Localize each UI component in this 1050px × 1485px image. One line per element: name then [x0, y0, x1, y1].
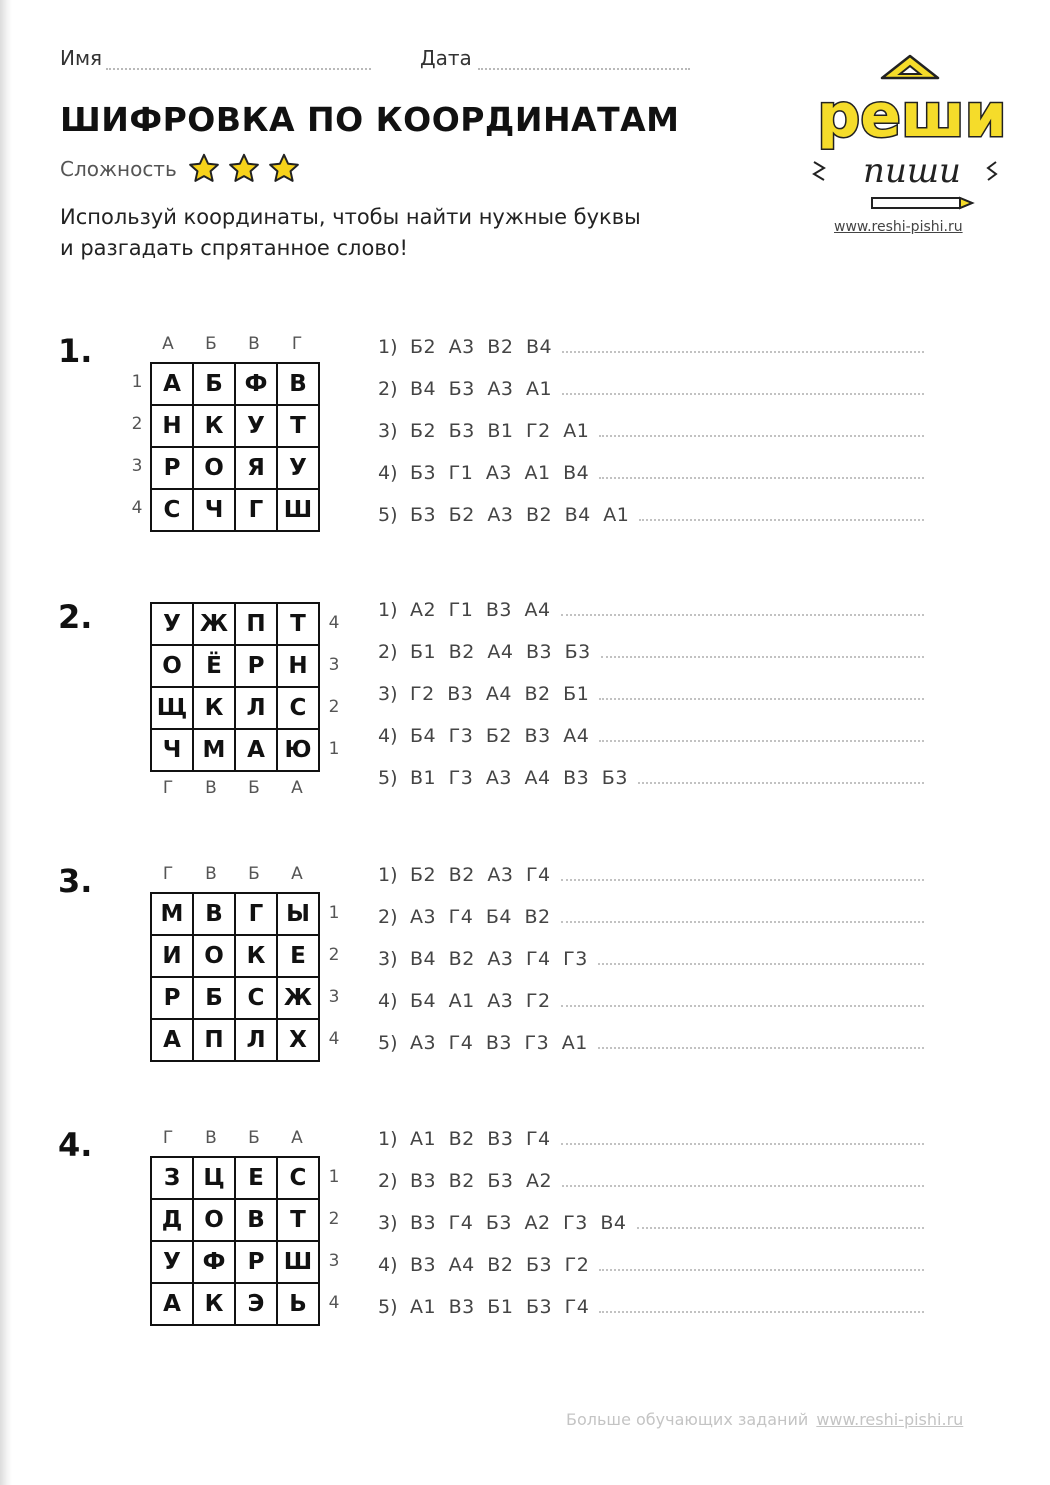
- task-number: 2): [378, 1170, 398, 1192]
- task-number: 3): [378, 420, 398, 442]
- task-number: 1): [378, 336, 398, 358]
- column-label: Б: [205, 334, 217, 354]
- task-number: 5): [378, 767, 398, 789]
- task-number: 5): [378, 1296, 398, 1318]
- pencil-icon: [872, 198, 972, 208]
- grid-cell: Н: [151, 405, 193, 447]
- task-row: [378, 725, 924, 747]
- column-label: В: [205, 1128, 217, 1148]
- grid-cell: У: [277, 447, 319, 489]
- letter-grid: [150, 1156, 320, 1326]
- task-code: А3 Г4 В3 Г3 А1: [410, 1032, 588, 1054]
- task-code: В3 Г4 Б3 А2 Г3 В4: [410, 1212, 627, 1234]
- star-icon: [227, 152, 261, 186]
- column-label: Г: [162, 1128, 174, 1148]
- task-code: А3 Г4 Б4 В2: [410, 906, 551, 928]
- row-label: 4: [131, 498, 143, 518]
- answer-line[interactable]: [599, 435, 924, 437]
- task-number: 2): [378, 378, 398, 400]
- grid-cell: З: [151, 1157, 193, 1199]
- grid-cell: О: [193, 447, 235, 489]
- answer-line[interactable]: [637, 1227, 924, 1229]
- task-row: [378, 641, 924, 663]
- task-row: [378, 1128, 924, 1150]
- row-label: 3: [328, 655, 340, 675]
- grid-cell: Я: [235, 447, 277, 489]
- difficulty-rating: [60, 152, 301, 186]
- row-label: 1: [328, 739, 340, 759]
- column-label: А: [162, 334, 174, 354]
- task-code: Б4 А1 А3 Г2: [410, 990, 551, 1012]
- task-code: В3 В2 Б3 А2: [410, 1170, 553, 1192]
- grid-cell: Р: [235, 1241, 277, 1283]
- answer-line[interactable]: [639, 519, 924, 521]
- grid-cell: Т: [277, 603, 319, 645]
- column-label: Г: [162, 864, 174, 884]
- task-code: А1 В2 В3 Г4: [410, 1128, 551, 1150]
- grid-cell: У: [151, 1241, 193, 1283]
- grid-cell: Р: [151, 447, 193, 489]
- star-icon: [267, 152, 301, 186]
- task-row: [378, 1170, 924, 1192]
- grid-cell: Ш: [277, 1241, 319, 1283]
- task-number: 5): [378, 504, 398, 526]
- footer-text: Больше обучающих заданий: [566, 1410, 809, 1429]
- task-row: [378, 990, 924, 1012]
- answer-line[interactable]: [562, 1185, 924, 1187]
- grid-cell: П: [193, 1019, 235, 1061]
- grid-cell: Ф: [235, 363, 277, 405]
- task-row: [378, 906, 924, 928]
- page-edge-shadow: [0, 0, 12, 1485]
- task-row: [378, 420, 924, 442]
- grid-cell: В: [277, 363, 319, 405]
- row-label: 1: [328, 1167, 340, 1187]
- column-label: А: [291, 778, 303, 798]
- row-label: 2: [131, 414, 143, 434]
- task-row: [378, 683, 924, 705]
- task-number: 3): [378, 683, 398, 705]
- task-code: Б3 Г1 А3 А1 В4: [410, 462, 590, 484]
- exercise-number: 3.: [58, 862, 93, 900]
- task-number: 4): [378, 462, 398, 484]
- row-label: 4: [328, 1029, 340, 1049]
- task-code: В4 Б3 А3 А1: [410, 378, 553, 400]
- row-label: 1: [131, 372, 143, 392]
- task-row: [378, 1296, 924, 1318]
- grid-cell: К: [235, 935, 277, 977]
- grid-cell: Ю: [277, 729, 319, 771]
- task-number: 4): [378, 990, 398, 1012]
- grid-cell: У: [151, 603, 193, 645]
- task-number: 2): [378, 641, 398, 663]
- task-code: Б2 А3 В2 В4: [410, 336, 553, 358]
- grid-cell: В: [235, 1199, 277, 1241]
- task-code: Б3 Б2 А3 В2 В4 А1: [410, 504, 630, 526]
- grid-cell: Е: [277, 935, 319, 977]
- answer-line[interactable]: [599, 698, 924, 700]
- row-label: 1: [328, 903, 340, 923]
- answer-line[interactable]: [561, 1143, 924, 1145]
- task-row: [378, 599, 924, 621]
- grid-cell: Д: [151, 1199, 193, 1241]
- grid-cell: Ж: [277, 977, 319, 1019]
- grid-cell: Г: [235, 893, 277, 935]
- column-label: В: [205, 864, 217, 884]
- task-code: В3 А4 В2 Б3 Г2: [410, 1254, 590, 1276]
- grid-cell: К: [193, 1283, 235, 1325]
- grid-cell: Ш: [277, 489, 319, 531]
- grid-cell: М: [151, 893, 193, 935]
- letter-grid: [150, 892, 320, 1062]
- logo-word-bottom: пиши: [863, 151, 961, 191]
- page-title: ШИФРОВКА ПО КООРДИНАТАМ: [60, 100, 680, 139]
- task-number: 2): [378, 906, 398, 928]
- instructions: [60, 202, 641, 264]
- grid-cell: Ё: [193, 645, 235, 687]
- grid-cell: М: [193, 729, 235, 771]
- grid-cell: Р: [235, 645, 277, 687]
- column-label: В: [248, 334, 260, 354]
- row-label: 2: [328, 1209, 340, 1229]
- answer-line[interactable]: [562, 351, 924, 353]
- grid-cell: Р: [151, 977, 193, 1019]
- logo-word-top: реши: [817, 81, 1007, 151]
- row-label: 2: [328, 945, 340, 965]
- exercise-number: 2.: [58, 598, 93, 636]
- task-code: Б1 В2 А4 В3 Б3: [410, 641, 591, 663]
- answer-line[interactable]: [638, 782, 924, 784]
- grid-cell: У: [235, 405, 277, 447]
- task-number: 4): [378, 1254, 398, 1276]
- column-label: Б: [248, 1128, 260, 1148]
- name-field[interactable]: [106, 68, 371, 70]
- task-code: Б2 В2 А3 Г4: [410, 864, 551, 886]
- grid-cell: Э: [235, 1283, 277, 1325]
- task-code: В1 Г3 А3 А4 В3 Б3: [410, 767, 628, 789]
- name-label: Имя: [60, 46, 103, 70]
- footer: [566, 1410, 963, 1429]
- grid-cell: Т: [277, 405, 319, 447]
- grid-cell: О: [151, 645, 193, 687]
- task-row: [378, 336, 924, 358]
- grid-cell: Х: [277, 1019, 319, 1061]
- column-label: В: [205, 778, 217, 798]
- grid-cell: А: [151, 1283, 193, 1325]
- answer-line[interactable]: [598, 1047, 924, 1049]
- task-code: Б4 Г3 Б2 В3 А4: [410, 725, 590, 747]
- grid-cell: Ч: [193, 489, 235, 531]
- task-number: 5): [378, 1032, 398, 1054]
- task-number: 3): [378, 1212, 398, 1234]
- row-label: 3: [131, 456, 143, 476]
- date-field[interactable]: [478, 68, 690, 70]
- column-label: Г: [291, 334, 303, 354]
- task-code: Г2 В3 А4 В2 Б1: [410, 683, 590, 705]
- grid-cell: Б: [193, 363, 235, 405]
- grid-cell: Л: [235, 1019, 277, 1061]
- row-label: 4: [328, 613, 340, 633]
- grid-cell: Е: [235, 1157, 277, 1199]
- answer-line[interactable]: [599, 1311, 924, 1313]
- row-label: 2: [328, 697, 340, 717]
- letter-grid: [150, 362, 320, 532]
- grid-cell: С: [277, 1157, 319, 1199]
- grid-cell: К: [193, 405, 235, 447]
- answer-line[interactable]: [561, 921, 924, 923]
- grid-cell: Ч: [151, 729, 193, 771]
- task-number: 3): [378, 948, 398, 970]
- grid-cell: В: [193, 893, 235, 935]
- task-number: 1): [378, 864, 398, 886]
- answer-line[interactable]: [562, 393, 924, 395]
- grid-cell: А: [151, 1019, 193, 1061]
- answer-line[interactable]: [599, 740, 924, 742]
- task-number: 4): [378, 725, 398, 747]
- column-label: Г: [162, 778, 174, 798]
- grid-cell: А: [235, 729, 277, 771]
- instructions-line: Используй координаты, чтобы найти нужные буквы: [60, 205, 641, 229]
- grid-cell: С: [277, 687, 319, 729]
- task-code: В4 В2 А3 Г4 Г3: [410, 948, 588, 970]
- task-code: А2 Г1 В3 А4: [410, 599, 551, 621]
- answer-line[interactable]: [561, 614, 924, 616]
- grid-cell: О: [193, 1199, 235, 1241]
- task-row: [378, 504, 924, 526]
- task-row: [378, 767, 924, 789]
- answer-line[interactable]: [561, 879, 924, 881]
- difficulty-label: Сложность: [60, 157, 177, 181]
- grid-cell: Г: [235, 489, 277, 531]
- answer-line[interactable]: [599, 1269, 924, 1271]
- column-label: Б: [248, 864, 260, 884]
- footer-url-link[interactable]: www.reshi-pishi.ru: [816, 1410, 964, 1429]
- logo-url-link[interactable]: www.reshi-pishi.ru: [834, 219, 963, 235]
- column-label: А: [291, 1128, 303, 1148]
- date-label: Дата: [420, 46, 472, 70]
- exercise-number: 4.: [58, 1126, 93, 1164]
- grid-cell: Ы: [277, 893, 319, 935]
- star-icon: [187, 152, 221, 186]
- answer-line[interactable]: [561, 1005, 924, 1007]
- grid-cell: О: [193, 935, 235, 977]
- grid-cell: Б: [193, 977, 235, 1019]
- grid-cell: Ц: [193, 1157, 235, 1199]
- task-row: [378, 1212, 924, 1234]
- column-label: Б: [248, 778, 260, 798]
- row-label: 4: [328, 1293, 340, 1313]
- grid-cell: Л: [235, 687, 277, 729]
- task-row: [378, 378, 924, 400]
- task-code: А1 В3 Б1 Б3 Г4: [410, 1296, 590, 1318]
- exercise-number: 1.: [58, 332, 93, 370]
- task-row: [378, 462, 924, 484]
- grid-cell: Т: [277, 1199, 319, 1241]
- grid-cell: С: [235, 977, 277, 1019]
- answer-line[interactable]: [599, 477, 924, 479]
- task-number: 1): [378, 599, 398, 621]
- ruler-icon: [882, 56, 938, 78]
- task-row: [378, 948, 924, 970]
- grid-cell: А: [151, 363, 193, 405]
- grid-cell: П: [235, 603, 277, 645]
- grid-cell: Ж: [193, 603, 235, 645]
- answer-line[interactable]: [601, 656, 924, 658]
- letter-grid: [150, 602, 320, 772]
- grid-cell: И: [151, 935, 193, 977]
- task-code: Б2 Б3 В1 Г2 А1: [410, 420, 590, 442]
- grid-cell: К: [193, 687, 235, 729]
- grid-cell: Щ: [151, 687, 193, 729]
- task-row: [378, 1032, 924, 1054]
- task-row: [378, 1254, 924, 1276]
- row-label: 3: [328, 987, 340, 1007]
- instructions-line: и разгадать спрятанное слово!: [60, 236, 408, 260]
- task-row: [378, 864, 924, 886]
- grid-cell: С: [151, 489, 193, 531]
- answer-line[interactable]: [598, 963, 924, 965]
- row-label: 3: [328, 1251, 340, 1271]
- task-number: 1): [378, 1128, 398, 1150]
- grid-cell: Н: [277, 645, 319, 687]
- grid-cell: Ь: [277, 1283, 319, 1325]
- column-label: А: [291, 864, 303, 884]
- grid-cell: Ф: [193, 1241, 235, 1283]
